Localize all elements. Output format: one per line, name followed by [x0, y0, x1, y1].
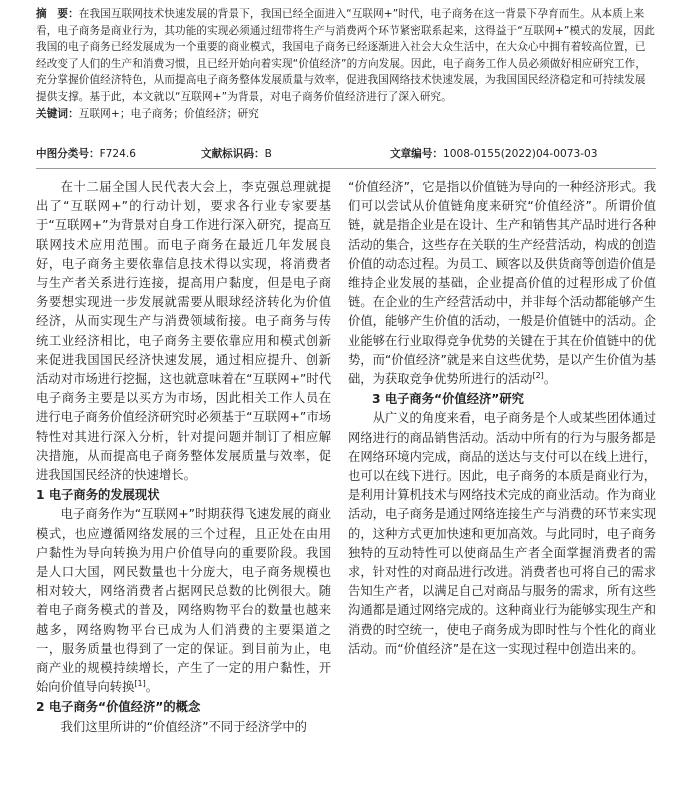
section-2-heading: 2 电子商务“价值经济”的概念	[36, 700, 201, 715]
section-2-end: 。	[543, 372, 557, 387]
section-1-paragraph	[36, 505, 331, 697]
document-code-label: 文献标识码：	[201, 148, 265, 160]
section-3-paragraph: 从广义的角度来看，电子商务是个人或某些团体通过网络进行的商品销售活动。活动中所有的行为与服务都是在网络环境内完成，商品的送达与支付可以在线上进行，也可以在线下进行。因此，电子商务的本质是商业行为，是利用计算机技术与网络技术完成的商业活动。作为商业活动，电子商务是通过网络连接生产与消费的环节来实现的，这种方式更加快速和更加高效。与此同时，电子商务独特的互动特性可以使商品生产者全面掌握消费者的需求，针对性的对商品进行改进。消费者也可将自己的需求告知生产者，以满足自己对商品与服务的需求，所有这些沟通都是通过网络完成的。这种商业行为能够实现生产和消费的时空统一，使电子商务成为即时性与个性化的商业活动。而“价值经济”是在这一实现过程中创造出来的。	[348, 411, 656, 656]
section-1-text: 电子商务作为“互联网+”时期获得飞速发展的商业模式，也应遵循网络发展的三个过程，且正处在由用户黏性为导向转换为用户价值导向的重要阶段。我国是人口大国，网民数量也十分庞大，电子商务规模也相对较大，网络消费者占据网民总数的比例很大。随着电子商务模式的普及，网络购物平台的数量也越来越多，网络购物平台已成为人们消费的主要渠道之一，服务质量也得到了一定的保证。到目前为止，电商产业的规模持续增长，产生了一定的用户黏性，开始向价值导向转换	[36, 507, 331, 695]
intro-paragraph: 在十二届全国人民代表大会上，李克强总理就提出了“互联网+”的行动计划，要求各行业专家要基于“互联网+”为背景对自身工作进行深入研究，提高互联网技术应用范围。而电子商务在最近几年发展良好，电子商务主要依靠信息技术得以实现，将消费者与生产者关系进行连接，提高用户黏度，但是电子商务要想实现进一步发展就需要从眼球经济转化为价值经济，从而实现生产与消费领域衔接。电子商务与传统工业经济相比，电子商务主要依靠应用和模式创新来促进我国国民经济快速发展，通过相应提升、创新活动对市场进行挖掘，这也就意味着在“互联网+”时代电子商务主要是以买方为市场，因此相关工作人员在进行电子商务价值经济研究时必须基于“互联网+”市场特性对其进行深入分析，针对提问题并制订了相应解决措施，从而提高电子商务整体发展质量与效率，促进我国国民经济的快速增长。	[36, 180, 331, 483]
clc-number	[36, 146, 136, 161]
keywords-label: 关键词：	[36, 107, 79, 120]
citation-1: [1]	[134, 679, 146, 689]
clc-label: 中图分类号：	[36, 148, 100, 160]
document-code	[201, 146, 272, 161]
keywords-text: 互联网+；电子商务；价值经济；研究	[78, 107, 259, 120]
abstract-label: 摘 要：	[36, 8, 79, 20]
metadata-line	[36, 146, 656, 162]
article-number-value: 1008-0155(2022)04-0073-03	[442, 148, 598, 160]
keywords-line	[36, 106, 656, 123]
section-2-paragraph-continued	[348, 178, 656, 389]
left-column	[36, 178, 331, 737]
section-2-paragraph-start: 我们这里所讲的“价值经济”不同于经济学中的	[60, 719, 307, 734]
header-divider	[36, 168, 656, 169]
abstract-paragraph	[36, 6, 656, 106]
article-number-label: 文章编号：	[390, 148, 443, 160]
right-column	[348, 178, 656, 659]
section-1-heading: 1 电子商务的发展现状	[36, 488, 160, 503]
section-3-heading: 3 电子商务“价值经济”研究	[372, 392, 524, 407]
document-code-value: B	[264, 148, 272, 160]
clc-value: F724.6	[99, 148, 136, 160]
abstract-block	[36, 6, 656, 122]
section-1-end: 。	[145, 680, 159, 695]
citation-2: [2]	[532, 370, 544, 380]
article-number	[390, 146, 598, 161]
section-2-text: “价值经济”，它是指以价值链为导向的一种经济形式。我们可以尝试从价值链角度来研究“价值经济”。所谓价值链，就是指企业是在设计、生产和销售其产品时进行各种活动的集合，这些存在关联的生产经营活动，构成的创造价值的动态过程。为员工、顾客以及供货商等创造价值是维持企业发展的基础，企业提高价值的过程形成了价值链。在企业的生产经营活动中，并非每个活动都能够产生价值，能够产生价值的活动，一般是价值链中的活动。企业能够在行业取得竞争优势的关键在于其在价值链中的优势，而“价值经济”就是来自这些优势，是以产生价值为基础，为获取竞争优势所进行的活动	[348, 180, 656, 387]
abstract-text: 在我国互联网技术快速发展的背景下，我国已经全面进入“互联网+”时代，电子商务在这一背景下孕育而生。从本质上来看，电子商务是商业行为，其功能的实现必须通过纽带将生产与消费两个环节紧密联系起来，这得益于“互联网+”模式的发展，因此我国的电子商务已经发展成为一个重要的商业模式，我国电子商务已经逐渐进入社会大众生活中，在大众心中拥有着较高位置，已经改变了人们的生产和消费习惯，且已经开始向着实现“价值经济”的方向发展。因此，电子商务工作人员必须做好相应研究工作，充分掌握价值经济特色，从而提高电子商务整体发展质量与效率，促进我国网络技术快速发展，为我国国民经济稳定和可持续发展提供支撑。基于此，本文就以“互联网+”为背景，对电子商务价值经济进行了深入研究。	[36, 8, 655, 103]
